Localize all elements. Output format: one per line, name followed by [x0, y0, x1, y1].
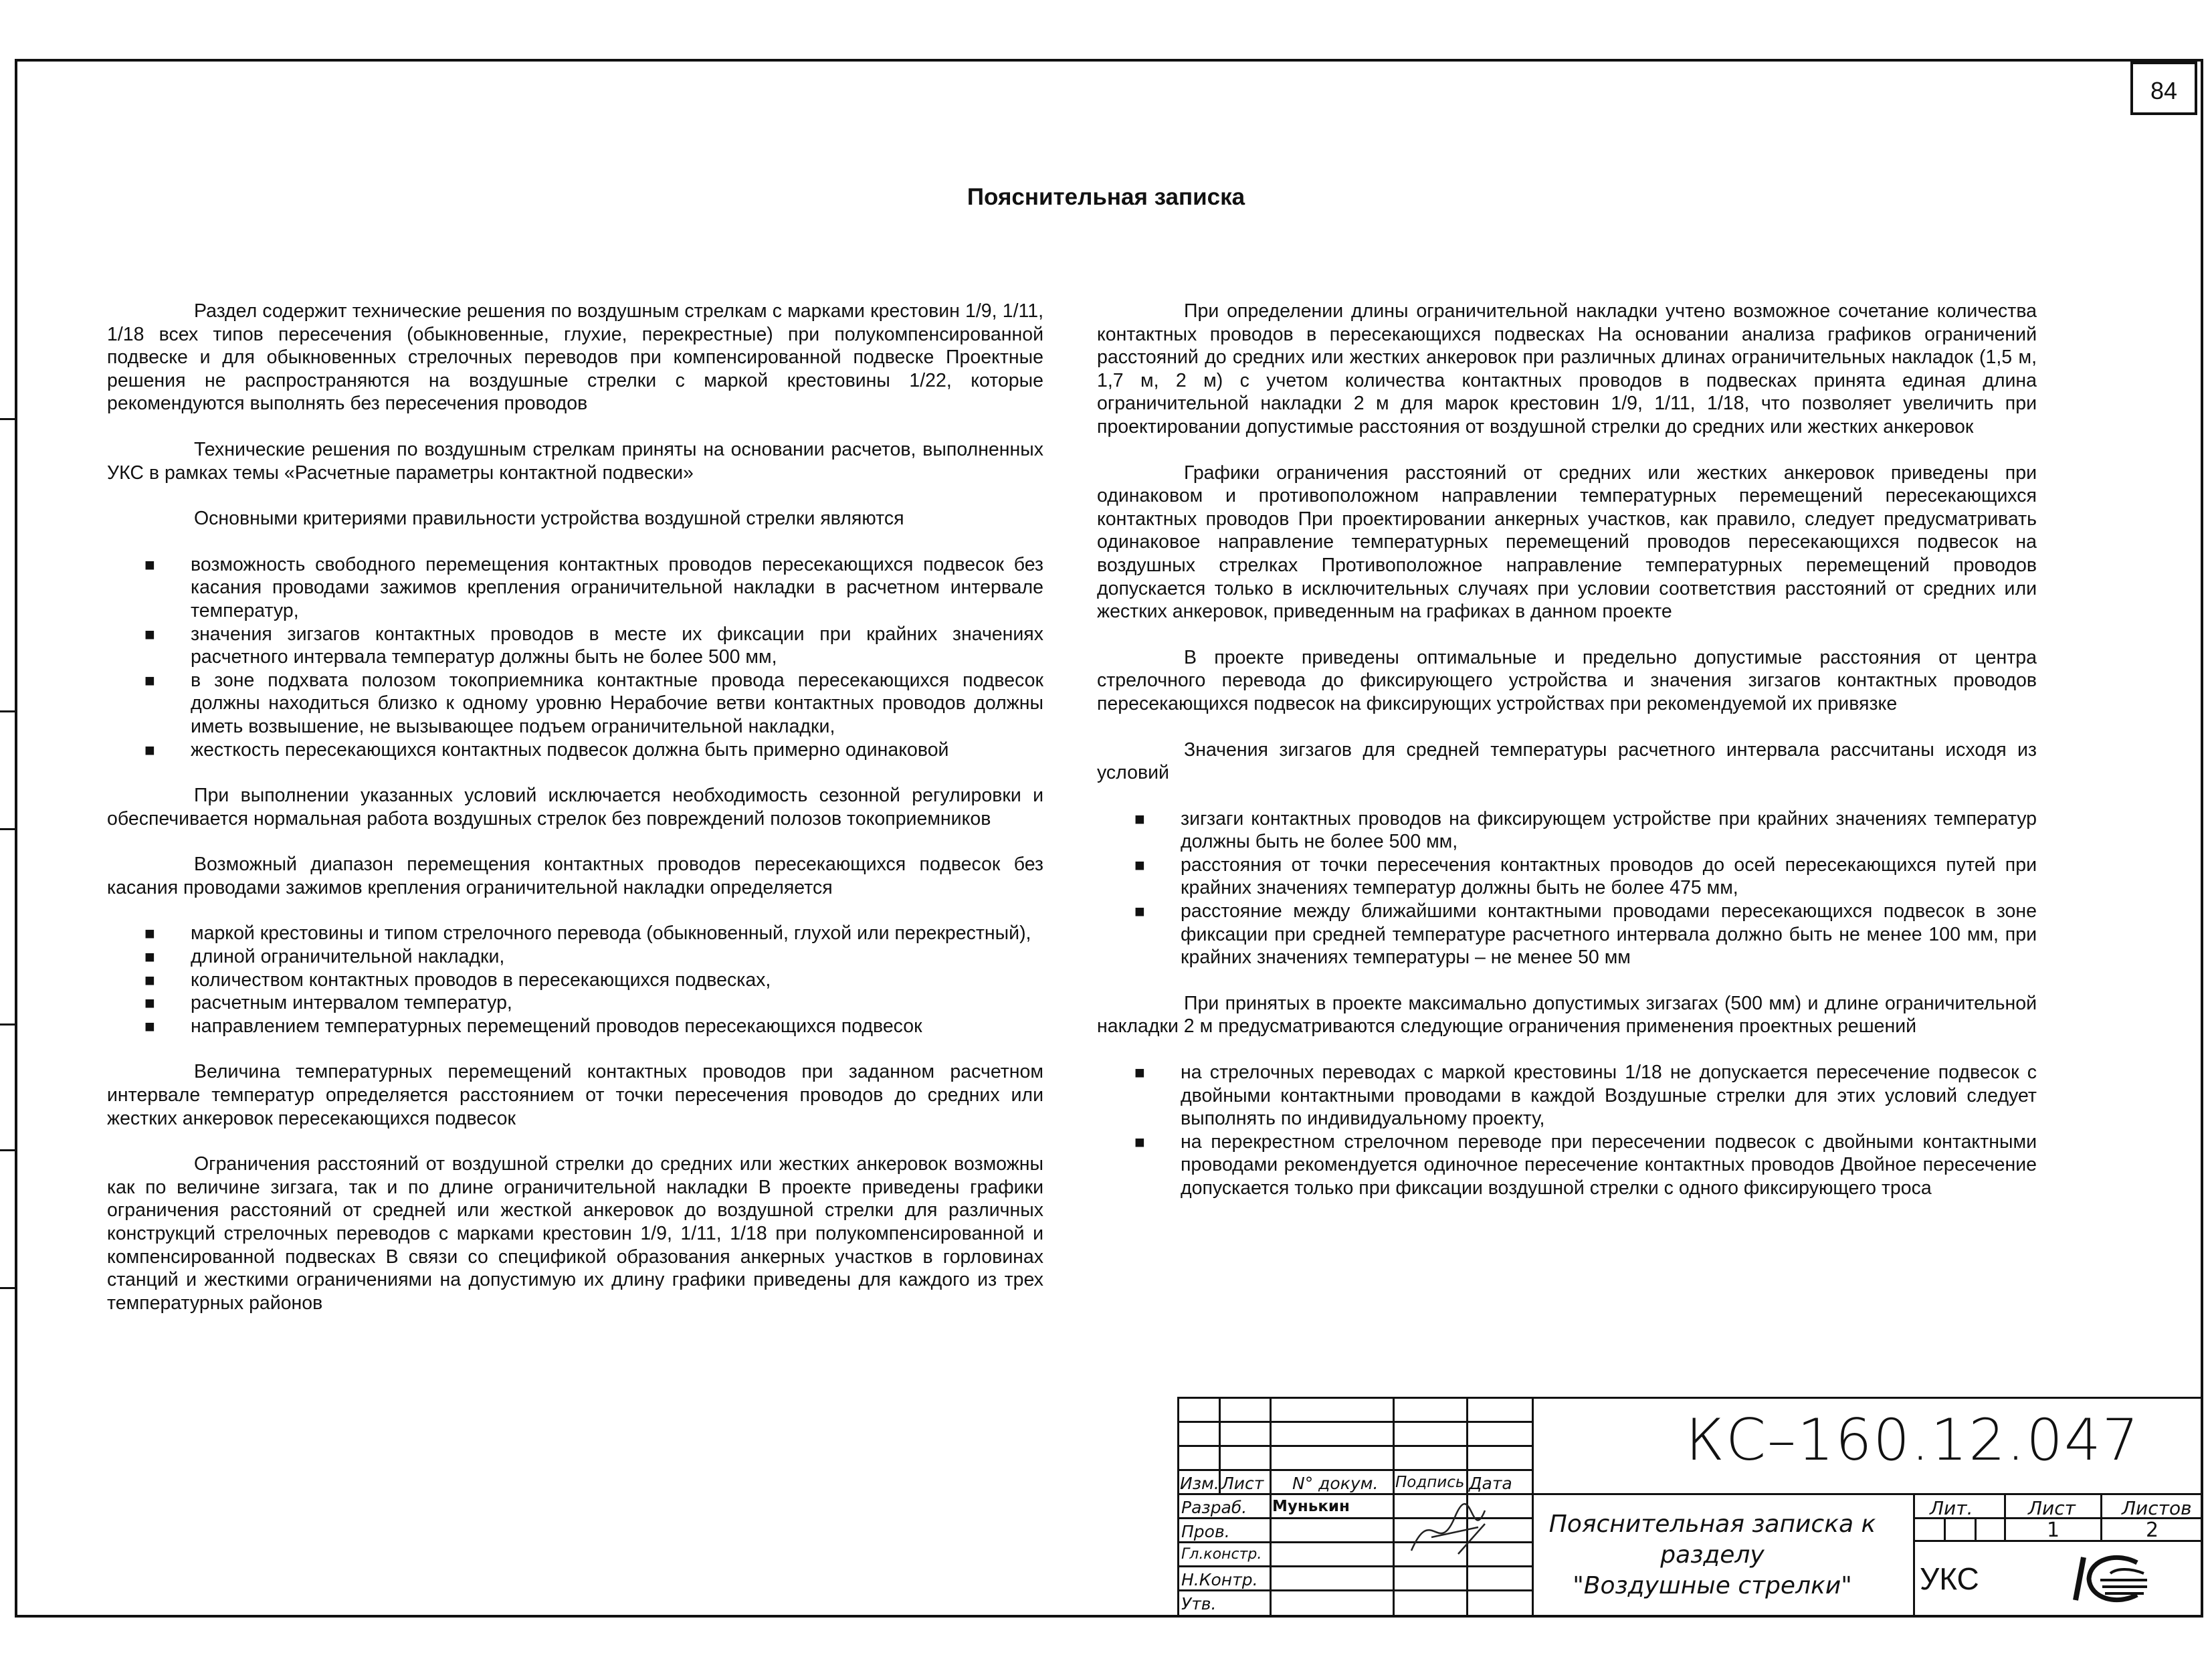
- bullet-icon: ■: [1134, 1131, 1145, 1152]
- header-doc: N° докум.: [1292, 1474, 1379, 1493]
- paragraph: Величина температурных перемещений контактных проводов при заданном расчетном интервале температур определяется расстоянием от точки пересечения проводов до средних или жестких анкеровок пересекающихся подвесок: [107, 1061, 1043, 1129]
- sheets-value: 2: [2146, 1519, 2159, 1542]
- list-item: ■ количеством контактных проводов в пересекающихся подвесках,: [144, 969, 771, 991]
- right-column: [1097, 300, 2037, 1223]
- frame-top-border: [15, 59, 2203, 62]
- page-number: 84: [2130, 62, 2197, 115]
- organization-logo-icon: [2070, 1552, 2150, 1605]
- list-item: ■ в зоне подхвата полозом токоприемника контактные провода пересекающихся подвесок должны находиться близко к одному уровню Нерабочие ветви контактных проводов должны иметь возвышение, не вызывающее подъем ограничительной накладки,: [144, 669, 1043, 737]
- list-item: ■ расчетным интервалом температур,: [144, 992, 512, 1014]
- left-column: [107, 300, 1043, 1337]
- frame-left-border: [15, 59, 17, 1616]
- bullet-icon: ■: [144, 947, 155, 967]
- paragraph: Технические решения по воздушным стрелкам приняты на основании расчетов, выполненных УКС в рамках темы «Расчетные параметры контактной подвески»: [107, 438, 1043, 484]
- bullet-icon: ■: [144, 923, 155, 944]
- sheet-label: Лист: [2028, 1497, 2076, 1519]
- role-norm-control: Н.Контр.: [1181, 1570, 1258, 1589]
- paragraph: В проекте приведены оптимальные и предельно допустимые расстояния от центра стрелочного перевода до фиксирующего устройства и значения зигзагов контактных проводов пересекающихся подвесок на фиксирующих устройствах при рекомендуемой их привязке: [1097, 646, 2037, 714]
- paragraph: Основными критериями правильности устройства воздушной стрелки являются: [194, 508, 904, 530]
- paragraph: Графики ограничения расстояний от средних или жестких анкеровок приведены при одинаковом и противоположном направлении температурных перемещений пересекающихся контактных проводов При проектировании анкерных участков, как правило, следует предусматривать одинаковое направление температурных перемещений проводов пересекающихся подвесок на воздушных стрелках Противоположное направление температурных перемещений проводов допускается только в исключительных случаях при условии соответствия расстояний от средних или жестких анкеровок, приведенным на графиках в данном проекте: [1097, 462, 2037, 623]
- paragraph: При выполнении указанных условий исключается необходимость сезонной регулировки и обеспечивается нормальная работа воздушных стрелок без повреждений полозов токоприемников: [107, 785, 1043, 830]
- list-item: ■ маркой крестовины и типом стрелочного перевода (обыкновенный, глухой или перекрестный),: [144, 922, 1031, 945]
- bullet-icon: ■: [1134, 808, 1145, 829]
- factors-list: [107, 922, 1043, 1038]
- list-item: ■ на перекрестном стрелочном переводе при пересечении подвесок с двойными контактными проводами рекомендуется одиночное пересечение контактных проводов Двойное пересечение допускается только при фиксации воздушной стрелки с одного фиксирующего троса: [1134, 1131, 2037, 1199]
- title-block-line: [1177, 1421, 1532, 1423]
- title-block-line: [1270, 1397, 1272, 1616]
- paragraph: Возможный диапазон перемещения контактных проводов пересекающихся подвесок без касания проводами зажимов крепления ограничительной накладки определяется: [107, 854, 1043, 898]
- binding-tick: [0, 418, 15, 420]
- title-block-line: [1177, 1493, 2203, 1495]
- list-item: ■ расстояния от точки пересечения контактных проводов до осей пересекающихся путей при крайних значениях температур должны быть не более 475 мм,: [1134, 854, 2037, 899]
- signature-icon: [1391, 1490, 1498, 1571]
- title-block: [1177, 1397, 2203, 1618]
- bullet-icon: ■: [1134, 901, 1145, 922]
- binding-tick: [0, 1287, 15, 1289]
- title-block-line: [2100, 1493, 2102, 1540]
- bullet-icon: ■: [144, 739, 155, 760]
- header-list: Лист: [1221, 1474, 1264, 1493]
- paragraph: Значения зигзагов для средней температуры расчетного интервала рассчитаны исходя из условий: [1097, 739, 2037, 784]
- list-item: ■ направлением температурных перемещений проводов пересекающихся подвесок: [144, 1015, 922, 1037]
- title-block-line: [1913, 1493, 1915, 1616]
- title-block-line: [1532, 1397, 1534, 1616]
- paragraph: Ограничения расстояний от воздушной стрелки до средних или жестких анкеровок возможны как по величине зигзага, так и по длине ограничительной накладки В проекте приведены графики ограничения расстояний от средней или жесткой анкеровок до воздушной стрелки для различных конструкций стрелочных переводов с марками крестовин 1/9, 1/11, 1/18 при полукомпенсированной и компенсированной подвесках В связи со спецификой образования анкерных участков в горловинах станций и жесткими ограничениями на допустимую их длину графики приведены для каждого из трех температурных районов: [107, 1153, 1043, 1314]
- list-item: ■ значения зигзагов контактных проводов в месте их фиксации при крайних значениях расчетного интервала температур должны быть не более 500 мм,: [144, 623, 1043, 668]
- organization-name: УКС: [1920, 1561, 1979, 1596]
- list-item: ■ расстояние между ближайшими контактными проводами пересекающихся подвесок в зоне фиксации при средней температуре расчетного интервала должно быть не менее 100 мм, при крайних значениях температуры – не менее 50 мм: [1134, 900, 2037, 969]
- list-item: ■ длиной ограничительной накладки,: [144, 946, 505, 968]
- list-item: ■ возможность свободного перемещения контактных проводов пересекающихся подвесок без касания проводами зажимов крепления ограничительной накладки в расчетном интервале температур,: [144, 553, 1043, 621]
- header-izm: Изм.: [1180, 1474, 1219, 1493]
- title-block-line: [1975, 1517, 1977, 1540]
- conditions-list: [1097, 807, 2037, 969]
- bullet-icon: ■: [144, 969, 155, 990]
- document-code: КС–160.12.047: [1686, 1407, 2140, 1474]
- title-block-line: [1177, 1397, 2203, 1399]
- paragraph: При определении длины ограничительной накладки учтено возможное сочетание количества контактных проводов в пересекающихся подвесках На основании анализа графиков ограничений расстояний до средних или жестких анкеровок при различных длинах ограничительных накладок (1,5 м, 1,7 м, 2 м) с учетом количества контактных проводов в подвесках принята единая длина ограничительной накладки 2 м для марок крестовин 1/9, 1/11, 1/18, что позволяет увеличить при проектировании допустимые расстояния от воздушной стрелки до средних или жестких анкеровок: [1097, 300, 2037, 437]
- bullet-icon: ■: [144, 993, 155, 1013]
- sheet-value: 1: [2047, 1519, 2060, 1542]
- binding-tick: [0, 1149, 15, 1151]
- list-item: ■ зигзаги контактных проводов на фиксирующем устройстве при крайних значениях температур должны быть не более 500 мм,: [1134, 807, 2037, 853]
- role-chief-designer: Гл.констр.: [1181, 1546, 1262, 1563]
- frame-right-border: [2201, 59, 2203, 1616]
- title-block-line: [2004, 1493, 2006, 1540]
- title-block-line: [1944, 1517, 1946, 1540]
- binding-tick: [0, 1023, 15, 1026]
- list-item: ■ на стрелочных переводах с маркой крестовины 1/18 не допускается пересечение подвесок с двойными контактными проводами в каждой Воздушные стрелки для этих условий следует выполнять по индивидуальному проекту,: [1134, 1062, 2037, 1130]
- role-approved: Утв.: [1181, 1594, 1217, 1614]
- header-date: Дата: [1469, 1474, 1512, 1493]
- list-item: ■ жесткость пересекающихся контактных подвесок должна быть примерно одинаковой: [144, 739, 949, 761]
- page-title: Пояснительная записка: [967, 184, 1245, 210]
- role-checker: Пров.: [1181, 1522, 1230, 1541]
- developer-name: Мунькин: [1272, 1498, 1350, 1515]
- binding-tick: [0, 710, 15, 712]
- criteria-list: [107, 553, 1043, 761]
- title-block-line: [1177, 1469, 1532, 1471]
- document-description: Пояснительная записка к разделу "Воздушные стрелки": [1548, 1510, 1876, 1599]
- bullet-icon: ■: [1134, 854, 1145, 875]
- sheets-label: Листов: [2122, 1497, 2192, 1519]
- title-block-line: [1177, 1589, 1532, 1591]
- paragraph: При принятых в проекте максимально допустимых зигзагах (500 мм) и длине ограничительной накладки 2 м предусматриваются следующие ограничения применения проектных решений: [1097, 992, 2037, 1038]
- restrictions-list: [1097, 1061, 2037, 1200]
- bullet-icon: ■: [144, 623, 155, 644]
- lit-label: Лит.: [1930, 1497, 1973, 1519]
- bullet-icon: ■: [144, 670, 155, 690]
- title-block-line: [1177, 1445, 1532, 1447]
- role-developer: Разраб.: [1181, 1498, 1247, 1517]
- binding-tick: [0, 828, 15, 830]
- bullet-icon: ■: [1134, 1062, 1145, 1083]
- bullet-icon: ■: [144, 1015, 155, 1036]
- header-sign: Подпись: [1395, 1474, 1465, 1491]
- title-block-line: [1177, 1397, 1179, 1616]
- paragraph: Раздел содержит технические решения по воздушным стрелкам с марками крестовин 1/9, 1/11, 1/18 всех типов пересечения (обыкновенные, глухие, перекрестные) при полукомпенсированной подвеске и для обыкновенных стрелочных переводов при компенсированной подвеске Проектные решения не распространяются на воздушные стрелки с маркой крестовины 1/22, которые рекомендуются выполнять без пересечения проводов: [107, 300, 1043, 415]
- bullet-icon: ■: [144, 554, 155, 575]
